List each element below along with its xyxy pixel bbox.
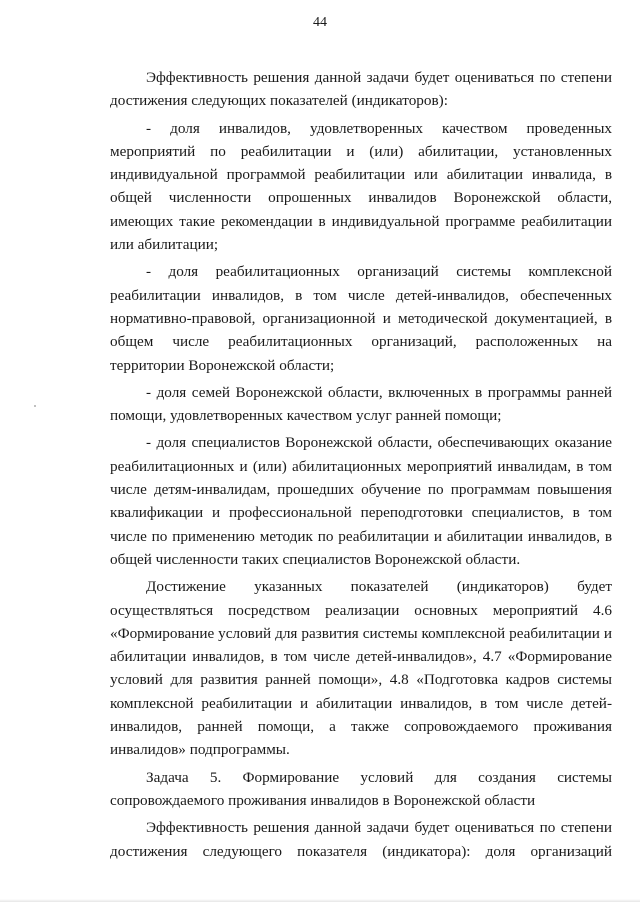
paragraph-efficiency-intro: Эффективность решения данной задачи будет оцениваться по степени достижения следующих показателей (индикаторов): (110, 69, 612, 110)
scan-speck (34, 405, 36, 407)
paragraph-indicator-early-help-families: - доля семей Воронежской области, включенных в программы ранней помощи, удовлетворенных качеством услуг ранней помощи; (110, 383, 612, 425)
paragraph-task-5-heading: Задача 5. Формирование условий для создания системы сопровождаемого проживания инвалидов в Воронежской области (110, 768, 612, 809)
paragraph-indicator-satisfied-disabled: - доля инвалидов, удовлетворенных качеством проведенных мероприятий по реабилитации и (или) абилитации, установленных индивидуальной программой реабилитации или абилитации инвалида, в общей численности опрошенных инвалидов Воронежской области, имеющих такие рекомендации в индивидуальной программе реабилитации или абилитации; (110, 119, 612, 254)
document-body (110, 66, 612, 867)
paragraph-measures: Достижение указанных показателей (индикаторов) будет осуществляться посредством реализации основных мероприятий 4.6 «Формирование условий для развития системы комплексной реабилитации и абилитации инвалидов, в том числе детей-инвалидов», 4.7 «Формирование условий для развития ранней помощи», 4.8 «Подготовка кадров системы комплексной реабилитации и абилитации инвалидов, в том числе детей-инвалидов, ранней помощи, а также сопровождаемого проживания инвалидов» подпрограммы. (110, 578, 612, 759)
paragraph-task-5-efficiency: Эффективность решения данной задачи будет оцениваться по степени достижения следующего показателя (индикатора): доля организаций (110, 819, 612, 860)
page-number: 44 (313, 15, 327, 30)
paragraph-indicator-trained-specialists: - доля специалистов Воронежской области, обеспечивающих оказание реабилитационных и (или) абилитационных мероприятий инвалидам, в том числе детям-инвалидам, прошедших обучение по программам повышения квалификации и профессиональной переподготовки специалистов, в том числе по применению методик по реабилитации и абилитации инвалидов, в общей численности таких специалистов Воронежской области. (110, 434, 612, 568)
paragraph-indicator-rehab-organizations: - доля реабилитационных организаций системы комплексной реабилитации инвалидов, в том числе детей-инвалидов, обеспеченных нормативно-правовой, организационной и методической документацией, в общем числе реабилитационных организаций, расположенных на территории Воронежской области; (110, 263, 612, 374)
